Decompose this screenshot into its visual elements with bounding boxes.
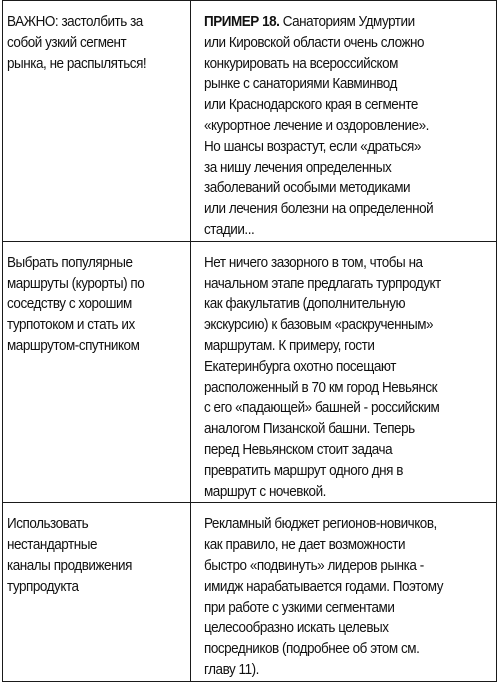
explanation-cell	[191, 503, 497, 681]
table-row	[3, 241, 497, 503]
explanation-text: Рекламный бюджет регионов-новичков, как правило, не дает возможности быстро «подвинуть» лидеров рынка - имидж нарабатывается годами. Поэтому при работе с узкими сегментами целесообразно искать целевых посредников (подробнее об этом см. главу 11).	[204, 516, 444, 678]
advice-text: Использовать нестандартные каналы продвижения турпродукта	[7, 516, 132, 595]
explanation-text: Нет ничего зазорного в том, чтобы на начальном этапе предлагать турпродукт как факультатив (дополнительную экскурсию) к базовым «раскрученным» маршрутам. К примеру, гости Екатеринбурга охотно посещают расположенный в 70 км город Невьянск с его «падающей» башней - российским аналогом Пизанской башни. Теперь перед Невьянском стоит задача превратить маршрут одного дня в маршрут с ночевкой.	[204, 254, 441, 500]
advice-cell	[3, 241, 191, 503]
advice-cell	[3, 1, 191, 242]
table-row	[3, 1, 497, 242]
explanation-text	[204, 12, 476, 241]
explanation-cell	[191, 1, 497, 242]
example-label: ПРИМЕР 18.	[204, 14, 280, 30]
explanation-cell	[191, 241, 497, 503]
table-row	[3, 503, 497, 681]
recommendations-table	[2, 0, 497, 682]
advice-cell	[3, 503, 191, 681]
example-body: Санаториям Удмуртии или Кировской области очень сложно конкурировать на всероссийском рынке с санаториями Кавминвод или Краснодарского края в сегменте «курортное лечение и оздоровление». Но шансы возрастут, если «драться» за нишу лечения определенных заболеваний особыми методиками или лечения болезни на определенной стадии...	[204, 14, 434, 238]
advice-text: ВАЖНО: застолбить за собой узкий сегмент рынка, не распыляться!	[7, 14, 147, 72]
advice-text: Выбрать популярные маршруты (курорты) по соседству с хорошим турпотоком и стать их маршрутом-спутником	[7, 254, 145, 354]
